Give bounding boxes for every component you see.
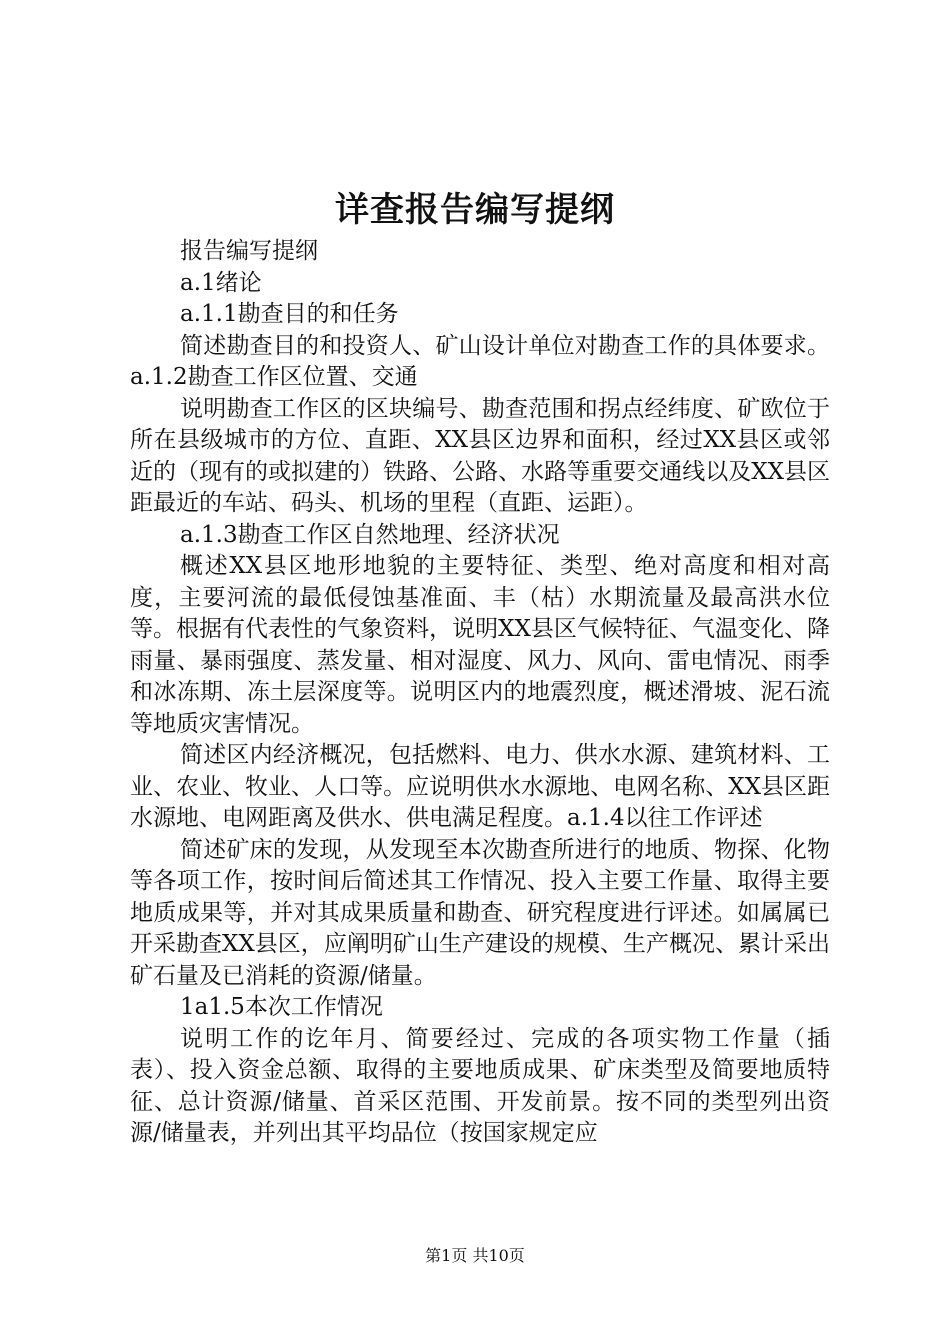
paragraph-economy: 简述区内经济概况，包括燃料、电力、供水水源、建筑材料、工业、农业、牧业、人口等。应说明供水水源地、电网名称、XX县区距水源地、电网距离及供水、供电满足程度。a.1.4以往工作评述 — [130, 742, 830, 831]
page-footer: 第1页 共10页 — [425, 1246, 525, 1265]
paragraph-previous-work: 简述矿床的发现，从发现至本次勘查所进行的地质、物探、化物等各项工作，按时间后简述其工作情况、投入主要工作量、取得主要地质成果等，并对其成果质量和勘查、研究程度进行评述。如属属已开采勘查XX县区，应阐明矿山生产建设的规模、生产概况、累计采出矿石量及已消耗的资源/储量。 — [130, 836, 830, 989]
paragraph-section-a15: 1a1.5本次工作情况 — [180, 994, 383, 1020]
paragraph-current-work: 说明工作的讫年月、简要经过、完成的各项实物工作量（插表）、投入资金总额、取得的主要地质成果、矿床类型及简要地质特征、总计资源/储量、首采区范围、开发前景。按不同的类型列出资源/储量表，并列出其平均品位（按国家规定应 — [130, 1025, 830, 1146]
document-title: 详查报告编写提纲 — [335, 190, 615, 230]
paragraph-section-a13: a.1.3勘查工作区自然地理、经济状况 — [180, 521, 560, 548]
document-body — [130, 236, 830, 1150]
paragraph-location: 说明勘查工作区的区块编号、勘查范围和拐点经纬度、矿欧位于所在县级城市的方位、直距、XX县区边界和面积，经过XX县区或邻近的（现有的或拟建的）铁路、公路、水路等重要交通线以及XX县区距最近的车站、码头、机场的里程（直距、运距）。 — [130, 395, 830, 516]
paragraph-geography: 概述XX县区地形地貌的主要特征、类型、绝对高度和相对高度，主要河流的最低侵蚀基准面、丰（枯）水期流量及最高洪水位等。根据有代表性的气象资料，说明XX县区气候特征、气温变化、降雨量、暴雨强度、蒸发量、相对湿度、风力、风向、雷电情况、雨季和冰冻期、冻土层深度等。说明区内的地震烈度，概述滑坡、泥石流等地质灾害情况。 — [130, 553, 830, 737]
paragraph-section-a1: a.1绪论 — [180, 269, 262, 296]
paragraph-section-a11: a.1.1勘查目的和任务 — [180, 301, 399, 327]
paragraph-purpose: 简述勘查目的和投资人、矿山设计单位对勘查工作的具体要求。a.1.2勘查工作区位置、交通 — [130, 332, 830, 390]
paragraph-heading-outline: 报告编写提纲 — [180, 238, 318, 264]
